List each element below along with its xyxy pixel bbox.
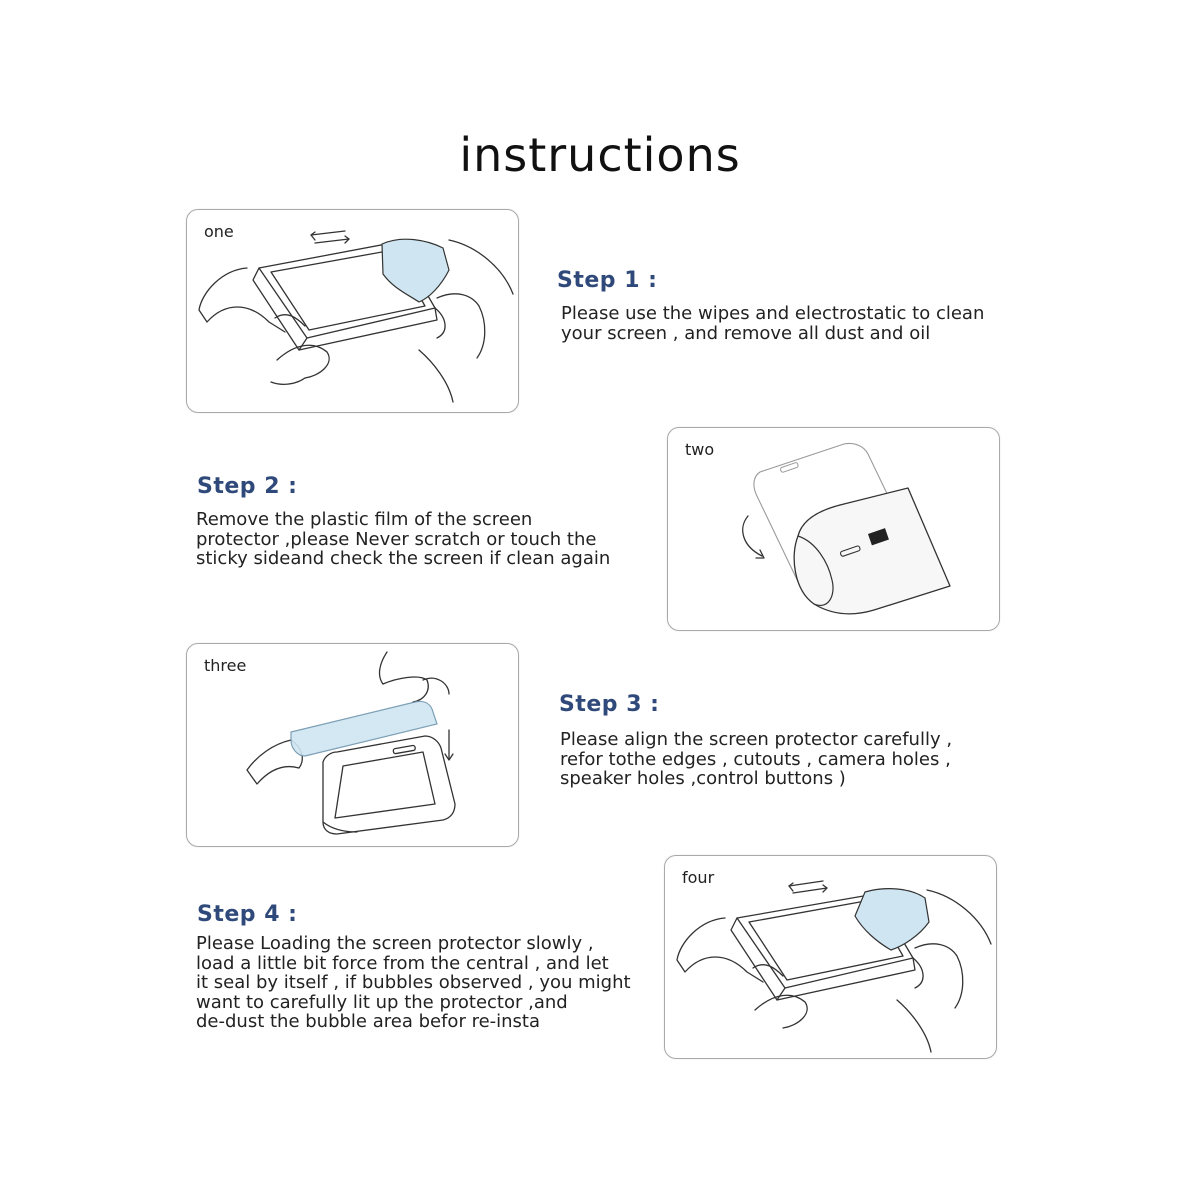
- step-4-heading: Step 4 :: [197, 902, 298, 927]
- page-title: instructions: [459, 128, 741, 182]
- step-4-illustration-panel: [664, 855, 997, 1059]
- hands-wiping-phone-illustration: [187, 210, 518, 412]
- step-2-panel-label: two: [685, 440, 715, 459]
- step-1-heading: Step 1 :: [557, 268, 658, 293]
- align-protector-illustration: [187, 644, 518, 846]
- press-protector-illustration: [665, 856, 996, 1058]
- step-2-text: Remove the plastic film of the screen protector ,please Never scratch or touch the sticky sideand check the screen if clean again: [196, 509, 611, 569]
- step-4-panel-label: four: [682, 868, 715, 887]
- step-2-illustration-panel: [667, 427, 1000, 631]
- step-2-heading: Step 2 :: [197, 474, 298, 499]
- step-3-panel-label: three: [204, 656, 247, 675]
- step-1-text: Please use the wipes and electrostatic to clean your screen , and remove all dust and oil: [561, 303, 985, 344]
- step-4-text: Please Loading the screen protector slowly , load a little bit force from the central , and let it seal by itself , if bubbles observed , you might want to carefully lit up the protector ,and de-dust the bubble area befor re-insta: [196, 933, 631, 1032]
- step-3-illustration-panel: [186, 643, 519, 847]
- peel-film-illustration: [668, 428, 999, 630]
- step-3-text: Please align the screen protector carefully , refor tothe edges , cutouts , camera holes , speaker holes ,control buttons ): [560, 729, 953, 789]
- step-1-illustration-panel: [186, 209, 519, 413]
- step-1-panel-label: one: [204, 222, 234, 241]
- step-3-heading: Step 3 :: [559, 692, 660, 717]
